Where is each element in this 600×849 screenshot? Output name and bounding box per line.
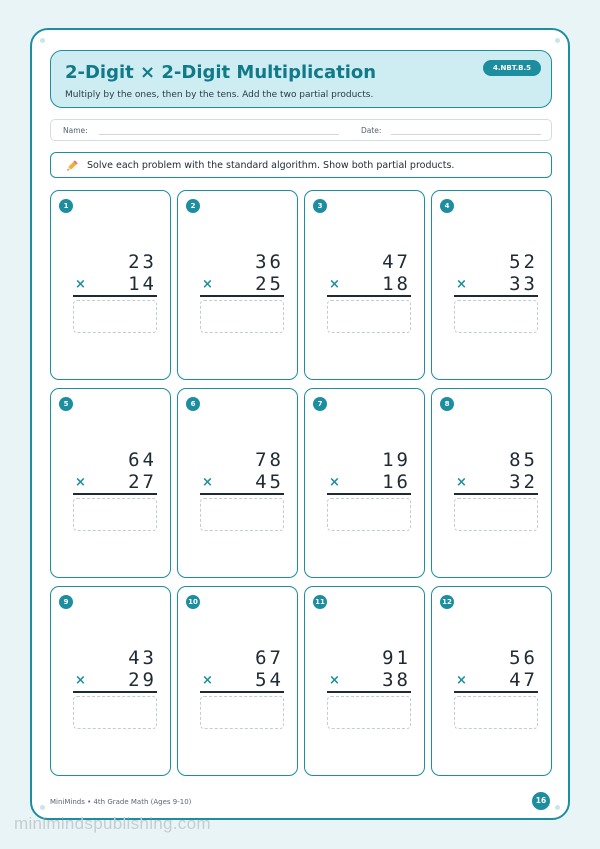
multiplier: 18 — [382, 273, 411, 295]
multiply-sign: × — [75, 277, 86, 292]
corner-dot — [555, 38, 560, 43]
multiply-sign: × — [329, 673, 340, 688]
multiplicand: 19 — [382, 449, 411, 471]
instructions-text: Solve each problem with the standard algorithm. Show both partial products. — [87, 160, 455, 171]
problem-card — [304, 388, 425, 578]
corner-dot — [555, 805, 560, 810]
page-title: 2-Digit × 2-Digit Multiplication — [65, 62, 377, 83]
answer-rule — [454, 295, 538, 297]
problem-number-badge: 6 — [186, 397, 200, 411]
answer-rule — [73, 295, 157, 297]
answer-box[interactable] — [327, 498, 411, 531]
multiply-sign: × — [202, 277, 213, 292]
multiplier: 32 — [509, 471, 538, 493]
corner-dot — [40, 38, 45, 43]
name-date-bar — [50, 119, 552, 141]
answer-rule — [73, 691, 157, 693]
problem-number-badge: 7 — [313, 397, 327, 411]
multiply-sign: × — [456, 475, 467, 490]
multiplicand: 85 — [509, 449, 538, 471]
answer-rule — [200, 691, 284, 693]
title-banner — [50, 50, 552, 108]
answer-box[interactable] — [454, 498, 538, 531]
name-label: Name: — [63, 126, 88, 135]
problem-number-badge: 8 — [440, 397, 454, 411]
answer-box[interactable] — [454, 696, 538, 729]
multiplier: 25 — [255, 273, 284, 295]
multiplier: 45 — [255, 471, 284, 493]
multiplier: 38 — [382, 669, 411, 691]
page-number: 16 — [532, 792, 550, 810]
multiplicand: 23 — [128, 251, 157, 273]
problem-number-badge: 5 — [59, 397, 73, 411]
multiply-sign: × — [456, 277, 467, 292]
page-subtitle: Multiply by the ones, then by the tens. Add the two partial products. — [65, 90, 374, 100]
multiplicand: 52 — [509, 251, 538, 273]
multiply-sign: × — [329, 277, 340, 292]
multiplicand: 64 — [128, 449, 157, 471]
multiply-sign: × — [75, 673, 86, 688]
problem-number-badge: 11 — [313, 595, 327, 609]
problem-card — [50, 586, 171, 776]
answer-box[interactable] — [200, 696, 284, 729]
date-line[interactable] — [391, 134, 541, 135]
problem-card — [50, 388, 171, 578]
problem-card — [304, 190, 425, 380]
answer-box[interactable] — [454, 300, 538, 333]
multiplicand: 56 — [509, 647, 538, 669]
publisher-watermark: minimindspublishing.com — [14, 814, 211, 833]
worksheet-page — [30, 28, 570, 820]
multiplier: 14 — [128, 273, 157, 295]
answer-rule — [327, 295, 411, 297]
multiplier: 16 — [382, 471, 411, 493]
answer-rule — [454, 493, 538, 495]
problem-number-badge: 12 — [440, 595, 454, 609]
answer-rule — [200, 295, 284, 297]
answer-rule — [454, 691, 538, 693]
answer-rule — [327, 493, 411, 495]
multiplicand: 67 — [255, 647, 284, 669]
answer-rule — [200, 493, 284, 495]
corner-dot — [40, 805, 45, 810]
standard-badge: 4.NBT.B.5 — [483, 60, 541, 76]
problem-card — [177, 388, 298, 578]
multiply-sign: × — [75, 475, 86, 490]
name-line[interactable] — [99, 134, 339, 135]
answer-box[interactable] — [327, 696, 411, 729]
multiplier: 54 — [255, 669, 284, 691]
multiplier: 29 — [128, 669, 157, 691]
multiplicand: 36 — [255, 251, 284, 273]
multiplier: 33 — [509, 273, 538, 295]
multiply-sign: × — [202, 673, 213, 688]
instructions-box — [50, 152, 552, 178]
multiply-sign: × — [202, 475, 213, 490]
multiply-sign: × — [456, 673, 467, 688]
problem-grid — [50, 190, 552, 778]
answer-box[interactable] — [200, 300, 284, 333]
problem-card — [177, 586, 298, 776]
answer-box[interactable] — [327, 300, 411, 333]
problem-number-badge: 3 — [313, 199, 327, 213]
problem-number-badge: 2 — [186, 199, 200, 213]
problem-number-badge: 1 — [59, 199, 73, 213]
answer-box[interactable] — [200, 498, 284, 531]
answer-box[interactable] — [73, 498, 157, 531]
answer-rule — [73, 493, 157, 495]
problem-number-badge: 4 — [440, 199, 454, 213]
pencil-icon — [65, 159, 79, 173]
problem-card — [304, 586, 425, 776]
multiplicand: 43 — [128, 647, 157, 669]
multiply-sign: × — [329, 475, 340, 490]
multiplier: 47 — [509, 669, 538, 691]
date-label: Date: — [361, 126, 382, 135]
answer-box[interactable] — [73, 300, 157, 333]
problem-card — [177, 190, 298, 380]
multiplicand: 91 — [382, 647, 411, 669]
problem-number-badge: 9 — [59, 595, 73, 609]
footer-text: MiniMinds • 4th Grade Math (Ages 9-10) — [50, 798, 192, 806]
problem-card — [431, 388, 552, 578]
multiplier: 27 — [128, 471, 157, 493]
problem-card — [431, 586, 552, 776]
answer-box[interactable] — [73, 696, 157, 729]
multiplicand: 78 — [255, 449, 284, 471]
problem-card — [50, 190, 171, 380]
answer-rule — [327, 691, 411, 693]
problem-number-badge: 10 — [186, 595, 200, 609]
problem-card — [431, 190, 552, 380]
multiplicand: 47 — [382, 251, 411, 273]
